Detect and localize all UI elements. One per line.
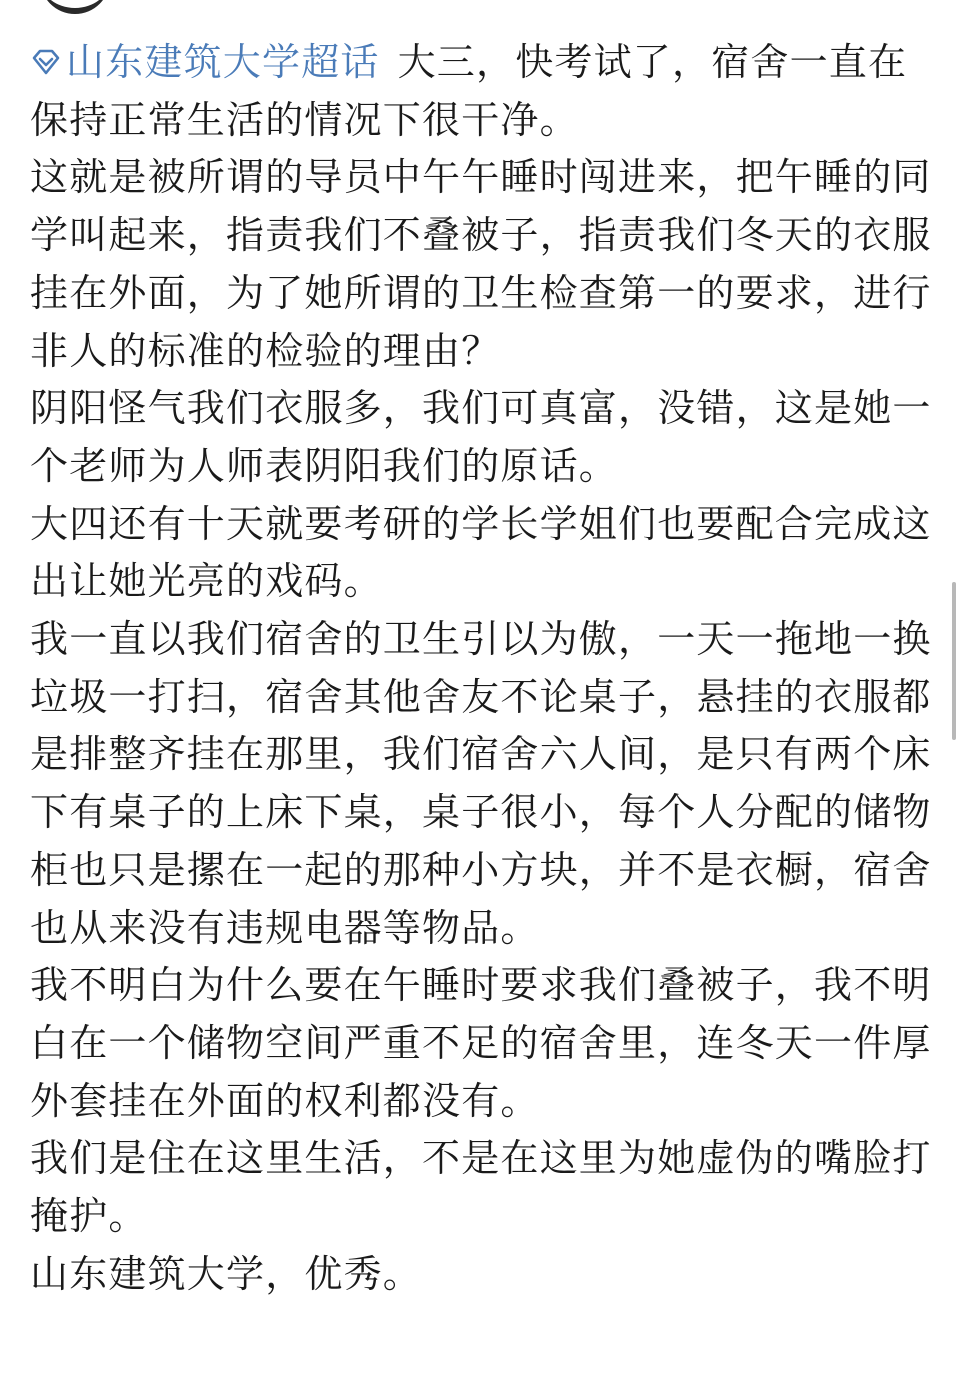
super-topic-link[interactable] — [30, 40, 380, 84]
super-topic-diamond-icon — [30, 46, 62, 78]
post-paragraph-4: 大四还有十天就要考研的学长学姐们也要配合完成这出让她光亮的戏码。 — [30, 501, 932, 604]
post-paragraph-3: 阴阳怪气我们衣服多，我们可真富，没错，这是她一个老师为人师表阴阳我们的原话。 — [30, 386, 932, 488]
post-paragraph-5: 我一直以我们宿舍的卫生引以为傲，一天一拖地一换垃圾一打扫，宿舍其他舍友不论桌子，悬挂的衣服都是排整齐挂在那里，我们宿舍六人间，是只有两个床下有桌子的上床下桌，桌子很小，每个人分配的储物柜也只是摞在一起的那种小方块，并不是衣橱，宿舍也从来没有违规电器等物品。 — [30, 617, 932, 950]
post-paragraph-6: 我不明白为什么要在午睡时要求我们叠被子，我不明白在一个储物空间严重不足的宿舍里，连冬天一件厚外套挂在外面的权利都没有。 — [30, 963, 932, 1123]
post-body — [30, 34, 935, 1303]
super-topic-label: 山东建筑大学超话 — [66, 40, 380, 84]
previous-content-remnant — [0, 0, 958, 14]
paragraph-text: 大三，快考试了，宿舍一直在保持正常生活的情况下很干净。 — [30, 40, 908, 142]
post-paragraph-2: 这就是被所谓的导员中午午睡时闯进来，把午睡的同学叫起来，指责我们不叠被子，指责我们冬天的衣服挂在外面，为了她所谓的卫生检查第一的要求，进行非人的标准的检验的理由？ — [30, 155, 932, 373]
post-paragraph-8: 山东建筑大学，优秀。 — [30, 1251, 423, 1296]
post-paragraph-7: 我们是住在这里生活，不是在这里为她虚伪的嘴脸打掩护。 — [30, 1136, 932, 1239]
scroll-indicator[interactable] — [952, 582, 956, 740]
cropped-glyph — [40, 0, 110, 14]
post-paragraph-1 — [30, 34, 935, 149]
